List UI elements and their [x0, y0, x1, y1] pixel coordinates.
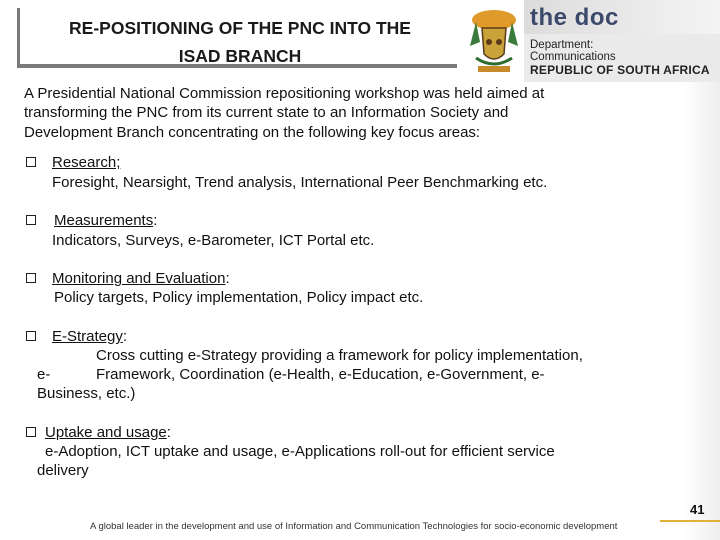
checkbox-bullet-icon [26, 331, 36, 341]
intro-line: transforming the PNC from its current state to an Information Society and [24, 104, 509, 122]
focus-area-heading: E-Strategy: [52, 328, 128, 345]
slide-title-line-2: ISAD BRANCH [178, 46, 302, 66]
intro-line: A Presidential National Commission repositioning workshop was held aimed at [24, 85, 545, 102]
intro-line: Development Branch concentrating on the following key focus areas: [24, 123, 481, 141]
page-number-rule [660, 520, 720, 522]
page-number: 41 [690, 502, 705, 517]
focus-area-detail: Cross cutting e-Strategy providing a framework for policy implementation, [96, 347, 583, 364]
focus-area-detail: e- [37, 366, 51, 383]
focus-area-detail: Indicators, Surveys, e-Barometer, ICT Portal etc. [52, 232, 375, 249]
checkbox-bullet-icon [26, 157, 36, 167]
department-label: Department: [530, 39, 594, 51]
brand-name: the doc [530, 4, 619, 31]
department-name: Communications [530, 51, 616, 63]
focus-area-detail: Policy targets, Policy implementation, Policy impact etc. [54, 289, 424, 306]
slide-title-line-1: RE-POSITIONING OF THE PNC INTO THE [69, 18, 411, 38]
country-name: REPUBLIC OF SOUTH AFRICA [530, 63, 710, 77]
focus-area-heading: Monitoring and Evaluation: [52, 270, 230, 287]
checkbox-bullet-icon [26, 215, 36, 225]
focus-area-heading: Measurements: [54, 212, 158, 229]
focus-area-heading: Uptake and usage: [45, 424, 171, 441]
focus-area-heading: Research; [52, 154, 121, 171]
footer-tagline: A global leader in the development and use of Information and Communication Technologies for socio-economic development [90, 521, 618, 532]
focus-area-detail: Business, etc.) [37, 385, 136, 402]
focus-area-detail: Foresight, Nearsight, Trend analysis, International Peer Benchmarking etc. [52, 174, 548, 191]
title-box [17, 8, 457, 68]
focus-area-detail: e-Adoption, ICT uptake and usage, e-Applications roll-out for efficient service [45, 443, 555, 460]
coat-of-arms-icon [462, 6, 526, 78]
intro-paragraph [24, 84, 624, 142]
checkbox-bullet-icon [26, 427, 36, 437]
focus-area-detail: Framework, Coordination (e-Health, e-Education, e-Government, e- [96, 366, 545, 383]
decorative-side-strip [683, 82, 720, 540]
checkbox-bullet-icon [26, 273, 36, 283]
focus-area-detail: delivery [37, 462, 89, 479]
